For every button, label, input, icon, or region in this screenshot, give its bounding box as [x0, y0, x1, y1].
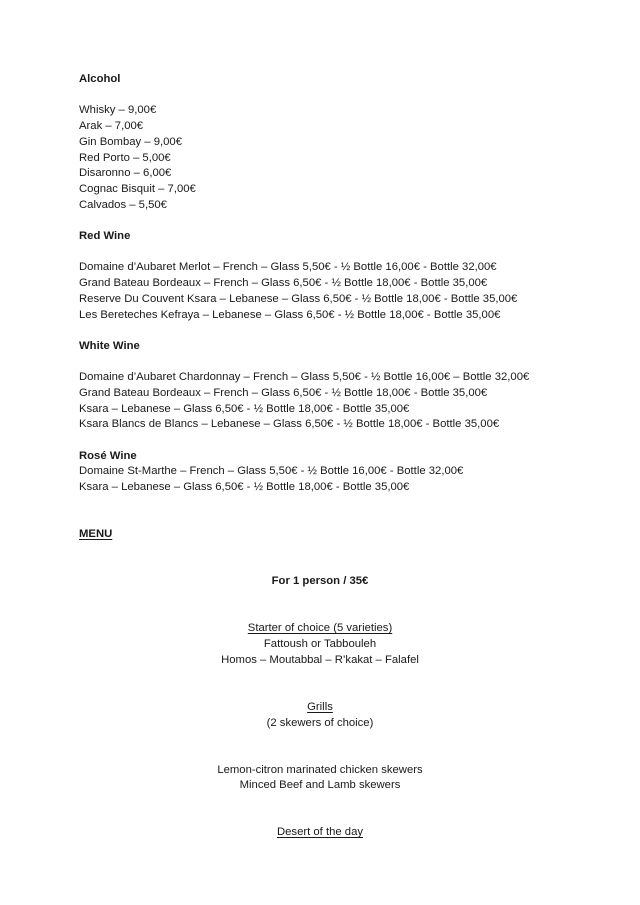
spacer [79, 669, 561, 685]
list-item: Cognac Bisquit – 7,00€ [79, 182, 196, 195]
menu-grills-heading: Grills [307, 700, 333, 713]
section-heading-rose-wine: Rosé Wine [79, 449, 137, 462]
list-item: Ksara – Lebanese – Glass 6,50€ - ½ Bottle 18,00€ - Bottle 35,00€ [79, 402, 410, 415]
list-item: Ksara – Lebanese – Glass 6,50€ - ½ Bottle 18,00€ - Bottle 35,00€ [79, 481, 410, 494]
section-heading-alcohol: Alcohol [79, 73, 121, 85]
menu-starter-heading: Starter of choice (5 varieties) [247, 622, 393, 635]
list-item: Grand Bateau Bordeaux – French – Glass 6,50€ - ½ Bottle 18,00€ - Bottle 35,00€ [79, 277, 488, 290]
list-item: Arak – 7,00€ [79, 120, 144, 133]
spacer [79, 684, 561, 700]
spacer [79, 323, 561, 339]
list-item: Disaronno – 6,00€ [79, 167, 172, 180]
list-item: Grand Bateau Bordeaux – French – Glass 6,50€ - ½ Bottle 18,00€ - Bottle 35,00€ [79, 386, 488, 399]
list-item: Calvados – 5,50€ [79, 198, 167, 211]
menu-price-line: For 1 person / 35€ [271, 575, 369, 588]
menu-grills-subtitle: (2 skewers of choice) [266, 716, 374, 729]
list-item: Reserve Du Couvent Ksara – Lebanese – Glass 6,50€ - ½ Bottle 18,00€ - Bottle 35,00€ [79, 292, 518, 305]
spacer [79, 512, 561, 528]
menu-grills-line-2: Minced Beef and Lamb skewers [239, 779, 401, 792]
list-item: Red Porto – 5,00€ [79, 151, 171, 164]
menu-grills-line-1: Lemon-citron marinated chicken skewers [217, 763, 423, 776]
menu-title-row [79, 527, 561, 543]
menu-starter-heading-row [79, 621, 561, 637]
list-item: Domaine d’Aubaret Merlot – French – Glass 5,50€ - ½ Bottle 16,00€ - Bottle 32,00€ [79, 261, 497, 274]
menu-grills-heading-row [79, 700, 561, 716]
list-item: Whisky – 9,00€ [79, 104, 157, 117]
menu-starter-line-1: Fattoush or Tabbouleh [263, 638, 377, 651]
menu-dessert-heading-row [79, 825, 561, 841]
spacer [79, 747, 561, 763]
spacer [79, 496, 561, 512]
menu-block [0, 543, 640, 841]
spacer [79, 433, 561, 449]
section-heading-red-wine: Red Wine [79, 230, 131, 242]
spacer [79, 731, 561, 747]
list-item: Ksara Blancs de Blancs – Lebanese – Glass 6,50€ - ½ Bottle 18,00€ - Bottle 35,00€ [79, 418, 500, 431]
spacer [79, 559, 561, 575]
spacer [79, 606, 561, 622]
spacer [79, 543, 561, 559]
list-item: Gin Bombay – 9,00€ [79, 135, 182, 148]
spacer [79, 213, 561, 229]
spacer [79, 245, 561, 261]
spacer [79, 355, 561, 371]
spacer [79, 590, 561, 606]
list-item: Les Bereteches Kefraya – Lebanese – Glass 6,50€ - ½ Bottle 18,00€ - Bottle 35,00€ [79, 308, 501, 321]
menu-starter-line-2: Homos – Moutabbal – R’kakat – Falafel [221, 653, 419, 666]
list-item: Domaine d’Aubaret Chardonnay – French – Glass 5,50€ - ½ Bottle 16,00€ – Bottle 32,00€ [79, 371, 530, 384]
menu-dessert-heading: Desert of the day [276, 826, 364, 839]
list-item: Domaine St-Marthe – French – Glass 5,50€ - ½ Bottle 16,00€ - Bottle 32,00€ [79, 465, 464, 478]
document-body [79, 72, 561, 841]
spacer [79, 810, 561, 826]
menu-title: MENU [79, 528, 113, 541]
spacer [79, 88, 561, 104]
spacer [79, 794, 561, 810]
section-heading-white-wine: White Wine [79, 339, 140, 352]
